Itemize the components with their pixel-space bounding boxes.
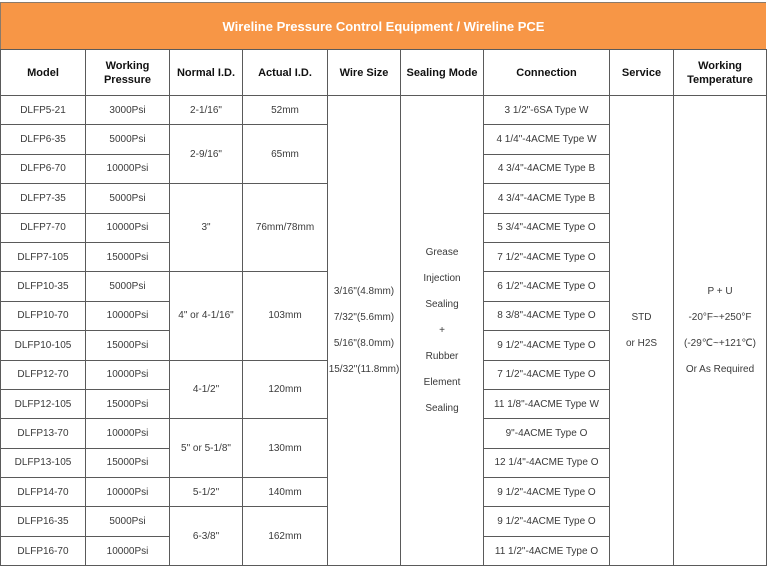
- model-cell: DLFP13-105: [1, 448, 86, 477]
- pressure-cell: 10000Psi: [86, 360, 170, 389]
- connection-cell: 4 3/4"-4ACME Type B: [484, 184, 610, 213]
- header-service: Service: [610, 50, 674, 96]
- model-cell: DLFP16-35: [1, 507, 86, 536]
- normal-id-cell: 4" or 4-1/16": [170, 272, 243, 360]
- header-model: Model: [1, 50, 86, 96]
- connection-cell: 7 1/2"-4ACME Type O: [484, 360, 610, 389]
- model-cell: DLFP6-70: [1, 154, 86, 183]
- pressure-cell: 10000Psi: [86, 154, 170, 183]
- model-cell: DLFP7-35: [1, 184, 86, 213]
- actual-id-cell: 76mm/78mm: [243, 184, 328, 272]
- pressure-cell: 5000Psi: [86, 125, 170, 154]
- pressure-cell: 15000Psi: [86, 331, 170, 360]
- header-working-temperature: Working Temperature: [674, 50, 767, 96]
- header-wire-size: Wire Size: [328, 50, 401, 96]
- pressure-cell: 10000Psi: [86, 478, 170, 507]
- connection-cell: 9 1/2"-4ACME Type O: [484, 507, 610, 536]
- pressure-cell: 3000Psi: [86, 96, 170, 125]
- pressure-cell: 5000Psi: [86, 507, 170, 536]
- model-cell: DLFP12-70: [1, 360, 86, 389]
- service-cell: STD or H2S: [610, 96, 674, 566]
- model-cell: DLFP10-105: [1, 331, 86, 360]
- sealing-mode-cell: Grease Injection Sealing + Rubber Element Sealing: [401, 96, 484, 566]
- normal-id-cell: 3": [170, 184, 243, 272]
- header-sealing-mode: Sealing Mode: [401, 50, 484, 96]
- pressure-cell: 10000Psi: [86, 213, 170, 242]
- wire-size-cell: 3/16"(4.8mm) 7/32"(5.6mm) 5/16"(8.0mm) 15/32"(11.8mm): [328, 96, 401, 566]
- pressure-cell: 10000Psi: [86, 536, 170, 565]
- model-cell: DLFP16-70: [1, 536, 86, 565]
- model-cell: DLFP10-35: [1, 272, 86, 301]
- connection-cell: 6 1/2"-4ACME Type O: [484, 272, 610, 301]
- connection-cell: 11 1/8"-4ACME Type W: [484, 389, 610, 418]
- connection-cell: 4 1/4"-4ACME Type W: [484, 125, 610, 154]
- model-cell: DLFP7-70: [1, 213, 86, 242]
- pressure-cell: 5000Psi: [86, 184, 170, 213]
- pressure-cell: 15000Psi: [86, 448, 170, 477]
- actual-id-cell: 162mm: [243, 507, 328, 566]
- spec-table: [0, 49, 767, 566]
- header-normal-id: Normal I.D.: [170, 50, 243, 96]
- normal-id-cell: 2-9/16": [170, 125, 243, 184]
- model-cell: DLFP14-70: [1, 478, 86, 507]
- model-cell: DLFP7-105: [1, 242, 86, 271]
- header-row: [1, 50, 767, 96]
- model-cell: DLFP13-70: [1, 419, 86, 448]
- connection-cell: 3 1/2"-6SA Type W: [484, 96, 610, 125]
- pressure-cell: 15000Psi: [86, 389, 170, 418]
- normal-id-cell: 5-1/2": [170, 478, 243, 507]
- model-cell: DLFP6-35: [1, 125, 86, 154]
- pressure-cell: 10000Psi: [86, 301, 170, 330]
- connection-cell: 12 1/4"-4ACME Type O: [484, 448, 610, 477]
- connection-cell: 4 3/4"-4ACME Type B: [484, 154, 610, 183]
- header-actual-id: Actual I.D.: [243, 50, 328, 96]
- connection-cell: 8 3/8"-4ACME Type O: [484, 301, 610, 330]
- normal-id-cell: 2-1/16": [170, 96, 243, 125]
- connection-cell: 9"-4ACME Type O: [484, 419, 610, 448]
- pressure-cell: 5000Psi: [86, 272, 170, 301]
- actual-id-cell: 120mm: [243, 360, 328, 419]
- table-title: Wireline Pressure Control Equipment / Wireline PCE: [0, 2, 766, 49]
- working-temperature-cell: P + U -20°F~+250°F (-29℃~+121℃) Or As Required: [674, 96, 767, 566]
- connection-cell: 7 1/2"-4ACME Type O: [484, 242, 610, 271]
- header-working-pressure: Working Pressure: [86, 50, 170, 96]
- spec-table-frame: [0, 2, 766, 566]
- pressure-cell: 10000Psi: [86, 419, 170, 448]
- normal-id-cell: 5" or 5-1/8": [170, 419, 243, 478]
- normal-id-cell: 4-1/2": [170, 360, 243, 419]
- model-cell: DLFP5-21: [1, 96, 86, 125]
- connection-cell: 9 1/2"-4ACME Type O: [484, 478, 610, 507]
- actual-id-cell: 130mm: [243, 419, 328, 478]
- actual-id-cell: 52mm: [243, 96, 328, 125]
- connection-cell: 9 1/2"-4ACME Type O: [484, 331, 610, 360]
- actual-id-cell: 65mm: [243, 125, 328, 184]
- model-cell: DLFP10-70: [1, 301, 86, 330]
- actual-id-cell: 103mm: [243, 272, 328, 360]
- connection-cell: 5 3/4"-4ACME Type O: [484, 213, 610, 242]
- model-cell: DLFP12-105: [1, 389, 86, 418]
- connection-cell: 11 1/2"-4ACME Type O: [484, 536, 610, 565]
- header-connection: Connection: [484, 50, 610, 96]
- normal-id-cell: 6-3/8": [170, 507, 243, 566]
- pressure-cell: 15000Psi: [86, 242, 170, 271]
- table-row: [1, 96, 767, 125]
- actual-id-cell: 140mm: [243, 478, 328, 507]
